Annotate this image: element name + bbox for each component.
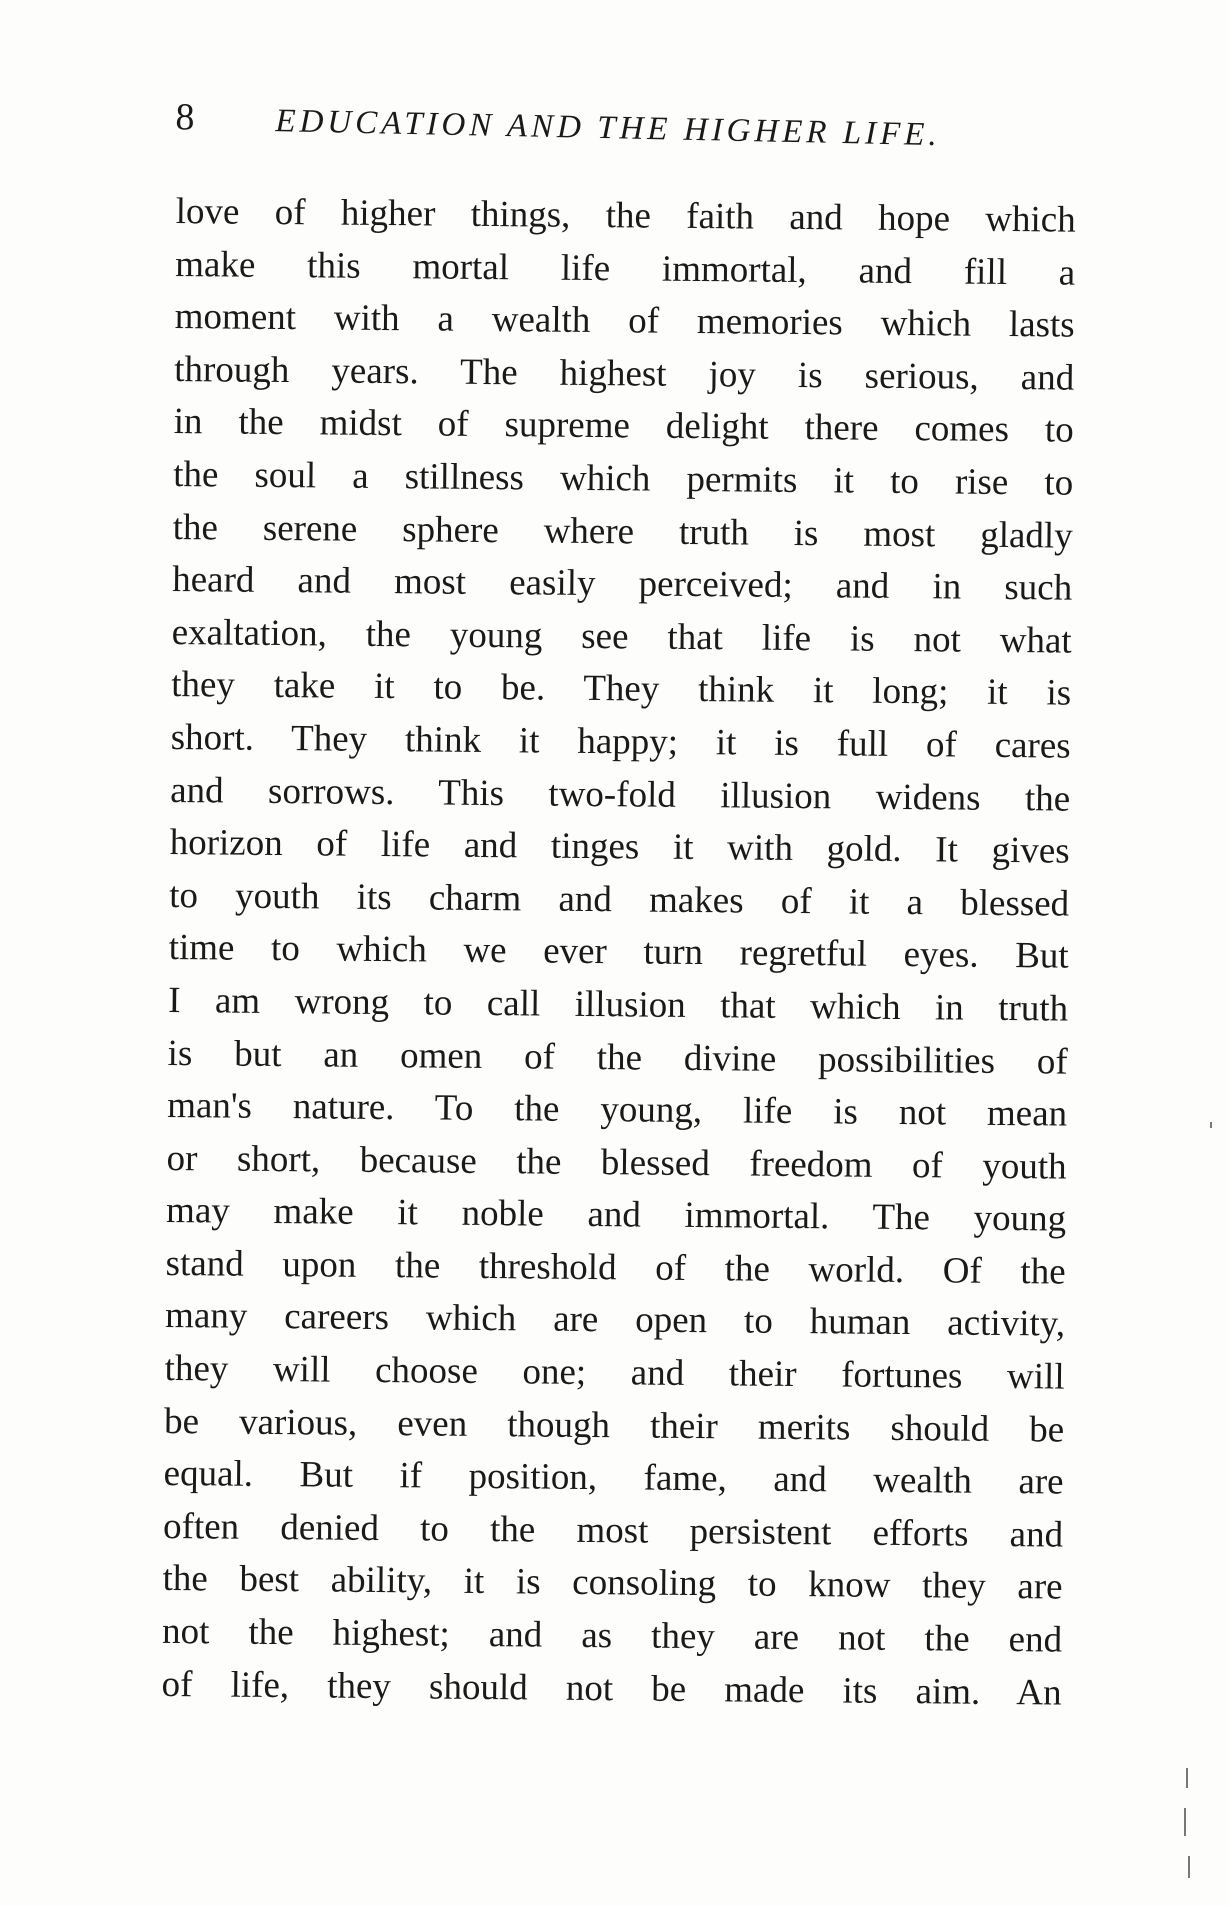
text-line: of life, they should not be made its aim. An [161, 1663, 1062, 1714]
text-line: stand upon the threshold of the world. Of the [165, 1242, 1066, 1293]
text-line: time to which we ever turn regretful eyes. But [168, 927, 1069, 977]
text-line: in the midst of supreme delight there comes to [173, 401, 1074, 452]
text-line: and sorrows. This two-fold illusion widens the [170, 769, 1071, 820]
text-line: the serene sphere where truth is most gladly [172, 506, 1073, 557]
text-line: moment with a wealth of memories which lasts [174, 296, 1075, 346]
text-line: heard and most easily perceived; and in such [172, 559, 1073, 609]
running-head: EDUCATION AND THE HIGHER LIFE. [275, 103, 942, 154]
scan-mark [1186, 1768, 1188, 1788]
scan-mark [1210, 1122, 1212, 1128]
text-line: is but an omen of the divine possibilities of [167, 1032, 1068, 1083]
text-line: exaltation, the young see that life is not what [171, 611, 1072, 662]
text-line: they take it to be. They think it long; it is [171, 664, 1072, 714]
text-line: may make it noble and immortal. The young [165, 1190, 1067, 1240]
text-line: the best ability, it is consoling to know they are [162, 1558, 1063, 1609]
text-line: the soul a stillness which permits it to rise to [173, 453, 1074, 504]
scan-mark [1184, 1808, 1186, 1836]
scan-mark [1188, 1856, 1190, 1878]
text-line: I am wrong to call illusion that which in truth [167, 979, 1069, 1030]
text-line: short. They think it happy; it is full of cares [170, 716, 1071, 767]
text-line: horizon of life and tinges it with gold. It gives [169, 822, 1070, 872]
text-line: man's nature. To the young, life is not mean [166, 1085, 1068, 1135]
text-line: or short, because the blessed freedom of youth [166, 1137, 1067, 1188]
text-line: equal. But if position, fame, and wealth are [163, 1453, 1064, 1503]
text-line: not the highest; and as they are not the end [161, 1610, 1063, 1661]
text-line: make this mortal life immortal, and fill a [175, 243, 1076, 294]
text-line: often denied to the most persistent efforts and [162, 1505, 1064, 1556]
text-line: to youth its charm and makes of it a blessed [168, 874, 1070, 925]
page-header [171, 92, 1072, 171]
body-text [161, 186, 1076, 1720]
text-line: many careers which are open to human activity, [164, 1295, 1066, 1346]
text-line: through years. The highest joy is serious, and [174, 348, 1075, 399]
text-line: they will choose one; and their fortunes will [164, 1348, 1065, 1398]
page-number: 8 [175, 96, 195, 139]
text-line: be various, even though their merits should be [163, 1400, 1065, 1451]
text-line: love of higher things, the faith and hope which [175, 190, 1076, 241]
